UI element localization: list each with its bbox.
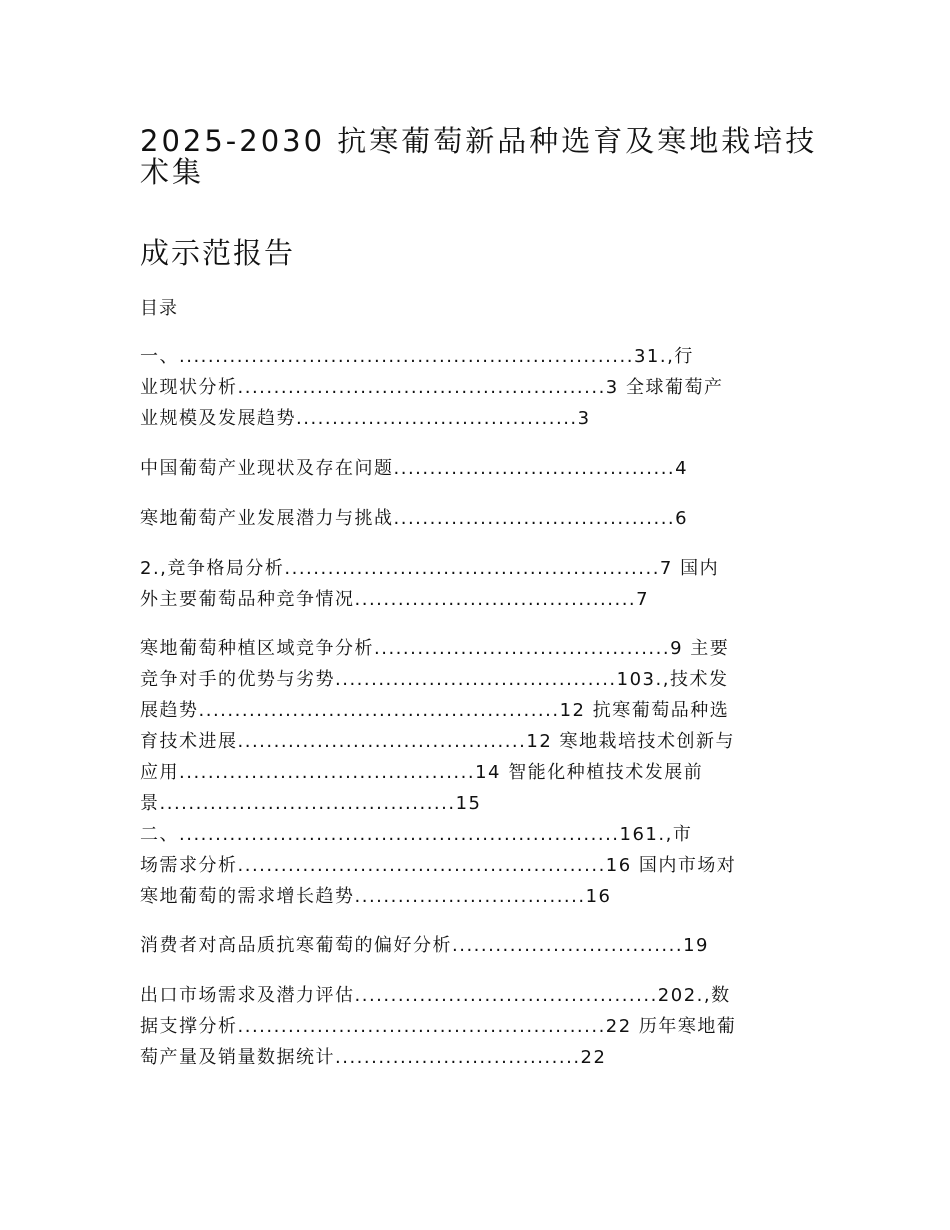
document-title xyxy=(140,118,820,189)
toc-line: 竞争对手的优势与劣势.......................................103.,技术发 xyxy=(140,669,729,690)
toc-line: 二、.............................................................161.,市 xyxy=(140,824,693,845)
toc-entry-group xyxy=(140,341,815,434)
toc-line: 萄产量及销量数据统计..................................22 xyxy=(140,1047,607,1068)
toc-line: 寒地葡萄种植区域竞争分析.........................................9 主要 xyxy=(140,638,730,659)
toc-entry-group xyxy=(140,503,815,534)
toc-line: 外主要葡萄品种竞争情况.......................................7 xyxy=(140,589,650,610)
toc-line: 业现状分析...................................................3 全球葡萄产 xyxy=(140,377,724,398)
toc-entry-group xyxy=(140,980,815,1073)
toc-entry-group xyxy=(140,930,815,961)
toc-line: 寒地葡萄产业发展潜力与挑战.......................................6 xyxy=(140,508,689,529)
toc-line: 出口市场需求及潜力评估..........................................202.,数 xyxy=(140,985,731,1006)
toc-line: 业规模及发展趋势.......................................3 xyxy=(140,408,591,429)
toc-line: 应用.........................................14 智能化种植技术发展前 xyxy=(140,762,704,783)
toc-line: 中国葡萄产业现状及存在问题.......................................4 xyxy=(140,458,689,479)
title-line: 术集 xyxy=(140,155,205,189)
toc-line: 一、...............................................................31.,行 xyxy=(140,346,694,367)
toc-heading: 目录 xyxy=(140,298,178,319)
toc-entry-group xyxy=(140,453,815,484)
toc-line: 场需求分析...................................................16 国内市场对 xyxy=(140,855,737,876)
toc-line: 2.,竞争格局分析....................................................7 国内 xyxy=(140,558,720,579)
toc-line: 据支撑分析...................................................22 历年寒地葡 xyxy=(140,1016,737,1037)
document-subtitle: 成示范报告 xyxy=(140,236,296,270)
toc-line: 消费者对高品质抗寒葡萄的偏好分析................................19 xyxy=(140,935,709,956)
toc-line: 展趋势..................................................12 抗寒葡萄品种选 xyxy=(140,700,730,721)
toc-line: 景.........................................15 xyxy=(140,793,482,814)
toc-line: 育技术进展........................................12 寒地栽培技术创新与 xyxy=(140,731,735,752)
title-line: 2025-2030 抗寒葡萄新品种选育及寒地栽培技 xyxy=(140,124,818,158)
toc-line: 寒地葡萄的需求增长趋势................................16 xyxy=(140,886,612,907)
toc-entry-group xyxy=(140,553,815,615)
toc-entry-group xyxy=(140,633,815,912)
